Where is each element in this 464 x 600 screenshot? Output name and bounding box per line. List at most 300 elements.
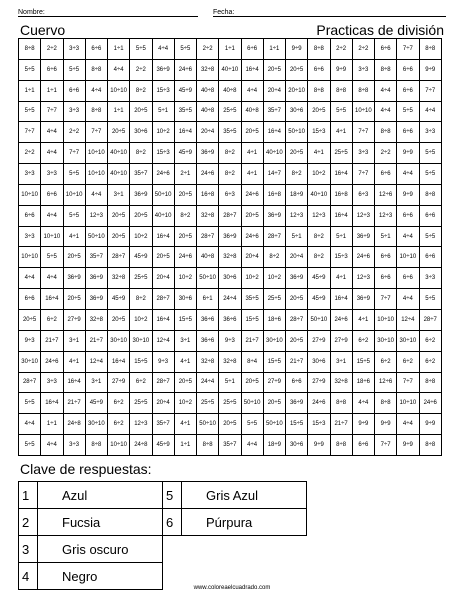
grid-cell[interactable]: 6÷3 [352,184,374,205]
grid-cell[interactable]: 25÷5 [219,393,241,414]
grid-cell[interactable]: 8÷8 [308,39,330,60]
grid-cell[interactable]: 21÷7 [41,330,63,351]
grid-cell[interactable]: 50÷10 [85,226,107,247]
name-field[interactable] [18,9,198,17]
grid-cell[interactable]: 20÷5 [174,226,196,247]
grid-cell[interactable]: 20÷5 [174,372,196,393]
grid-cell[interactable]: 35÷7 [85,247,107,268]
grid-cell[interactable]: 2÷2 [19,143,41,164]
grid-cell[interactable]: 50÷10 [263,414,285,435]
grid-cell[interactable]: 20÷4 [152,393,174,414]
grid-cell[interactable]: 10÷10 [41,226,63,247]
grid-cell[interactable]: 5÷5 [41,247,63,268]
grid-cell[interactable]: 7÷7 [397,39,419,60]
grid-cell[interactable]: 20÷5 [286,289,308,310]
grid-cell[interactable]: 15÷5 [130,351,152,372]
grid-cell[interactable]: 9÷3 [219,330,241,351]
grid-cell[interactable]: 1÷1 [108,39,130,60]
grid-cell[interactable]: 27÷9 [108,372,130,393]
grid-cell[interactable]: 6÷6 [419,205,442,226]
grid-cell[interactable]: 8÷2 [286,164,308,185]
grid-cell[interactable]: 32÷8 [85,309,107,330]
grid-cell[interactable]: 8÷8 [375,393,397,414]
grid-cell[interactable]: 3÷3 [63,101,85,122]
grid-cell[interactable]: 10÷2 [130,309,152,330]
grid-cell[interactable]: 5÷5 [419,289,442,310]
grid-cell[interactable]: 25÷5 [219,101,241,122]
grid-cell[interactable]: 5÷5 [330,101,352,122]
grid-cell[interactable]: 20÷5 [130,101,152,122]
grid-cell[interactable]: 45÷9 [152,435,174,456]
grid-cell[interactable]: 28÷7 [108,247,130,268]
grid-cell[interactable]: 9÷9 [419,59,442,80]
grid-cell[interactable]: 7÷7 [375,435,397,456]
grid-cell[interactable]: 3÷3 [19,164,41,185]
grid-cell[interactable]: 3÷1 [85,372,107,393]
grid-cell[interactable]: 10÷10 [352,101,374,122]
grid-cell[interactable]: 4÷4 [19,268,41,289]
grid-cell[interactable]: 2÷2 [352,39,374,60]
grid-cell[interactable]: 35÷7 [152,414,174,435]
grid-cell[interactable]: 24÷8 [130,435,152,456]
grid-cell[interactable]: 9÷9 [286,39,308,60]
grid-cell[interactable]: 6÷2 [108,414,130,435]
grid-cell[interactable]: 1÷1 [219,39,241,60]
grid-cell[interactable]: 16÷4 [241,59,263,80]
grid-cell[interactable]: 36÷9 [85,289,107,310]
grid-cell[interactable]: 12÷4 [85,351,107,372]
grid-cell[interactable]: 6÷2 [419,351,442,372]
grid-cell[interactable]: 30÷10 [85,414,107,435]
grid-cell[interactable]: 5÷5 [174,39,196,60]
grid-cell[interactable]: 32÷8 [330,372,352,393]
grid-cell[interactable]: 25÷5 [330,143,352,164]
grid-cell[interactable]: 4÷4 [397,289,419,310]
grid-cell[interactable]: 16÷4 [152,309,174,330]
grid-cell[interactable]: 50÷10 [152,184,174,205]
grid-cell[interactable]: 20÷5 [108,309,130,330]
grid-cell[interactable]: 6÷6 [397,268,419,289]
grid-cell[interactable]: 5÷1 [330,226,352,247]
grid-cell[interactable]: 16÷4 [41,289,63,310]
grid-cell[interactable]: 4÷1 [63,351,85,372]
grid-cell[interactable]: 15÷5 [174,309,196,330]
grid-cell[interactable]: 18÷6 [352,372,374,393]
grid-cell[interactable]: 3÷3 [419,268,442,289]
grid-cell[interactable]: 36÷6 [197,330,219,351]
grid-cell[interactable]: 3÷3 [41,164,63,185]
grid-cell[interactable]: 28÷7 [152,289,174,310]
grid-cell[interactable]: 6÷2 [375,351,397,372]
grid-cell[interactable]: 25÷5 [263,289,285,310]
grid-cell[interactable]: 8÷8 [419,372,442,393]
grid-cell[interactable]: 10÷10 [19,184,41,205]
grid-cell[interactable]: 6÷1 [197,289,219,310]
grid-cell[interactable]: 24÷4 [197,372,219,393]
grid-cell[interactable]: 4÷4 [241,80,263,101]
grid-cell[interactable]: 8÷4 [241,351,263,372]
grid-cell[interactable]: 4÷4 [375,80,397,101]
grid-cell[interactable]: 10÷10 [63,184,85,205]
grid-cell[interactable]: 9÷9 [419,414,442,435]
grid-cell[interactable]: 4÷4 [19,414,41,435]
grid-cell[interactable]: 40÷8 [241,101,263,122]
grid-cell[interactable]: 6÷6 [397,122,419,143]
grid-cell[interactable]: 20÷5 [263,393,285,414]
grid-cell[interactable]: 10÷2 [263,268,285,289]
grid-cell[interactable]: 6÷6 [19,205,41,226]
grid-cell[interactable]: 5÷5 [397,101,419,122]
grid-cell[interactable]: 9÷9 [397,143,419,164]
grid-cell[interactable]: 15÷3 [152,80,174,101]
grid-cell[interactable]: 4÷4 [41,268,63,289]
grid-cell[interactable]: 5÷5 [419,143,442,164]
grid-cell[interactable]: 20÷5 [108,205,130,226]
grid-cell[interactable]: 20÷4 [152,268,174,289]
grid-cell[interactable]: 7÷7 [397,372,419,393]
grid-cell[interactable]: 6÷6 [41,184,63,205]
grid-cell[interactable]: 4÷4 [241,435,263,456]
grid-cell[interactable]: 4÷4 [397,226,419,247]
grid-cell[interactable]: 36÷9 [352,226,374,247]
grid-cell[interactable]: 4÷1 [330,122,352,143]
grid-cell[interactable]: 4÷1 [63,226,85,247]
grid-cell[interactable]: 32÷8 [197,205,219,226]
grid-cell[interactable]: 16÷4 [330,289,352,310]
grid-cell[interactable]: 5÷5 [19,393,41,414]
grid-cell[interactable]: 24÷6 [308,393,330,414]
grid-cell[interactable]: 4÷1 [174,351,196,372]
grid-cell[interactable]: 14÷7 [263,164,285,185]
grid-cell[interactable]: 32÷8 [219,351,241,372]
grid-cell[interactable]: 5÷5 [19,435,41,456]
grid-cell[interactable]: 20÷5 [241,122,263,143]
grid-cell[interactable]: 8÷8 [308,80,330,101]
grid-cell[interactable]: 8÷8 [330,435,352,456]
grid-cell[interactable]: 3÷3 [352,143,374,164]
grid-cell[interactable]: 4÷1 [352,309,374,330]
grid-cell[interactable]: 40÷8 [197,101,219,122]
grid-cell[interactable]: 35÷5 [174,101,196,122]
grid-cell[interactable]: 7÷7 [419,80,442,101]
grid-cell[interactable]: 15÷3 [308,414,330,435]
grid-cell[interactable]: 20÷5 [286,330,308,351]
grid-cell[interactable]: 5÷5 [63,205,85,226]
grid-cell[interactable]: 24÷6 [330,309,352,330]
grid-cell[interactable]: 21÷7 [286,351,308,372]
grid-cell[interactable]: 50÷10 [286,122,308,143]
grid-cell[interactable]: 20÷5 [241,372,263,393]
grid-cell[interactable]: 6÷6 [352,435,374,456]
grid-cell[interactable]: 6÷6 [397,59,419,80]
grid-cell[interactable]: 2÷2 [330,39,352,60]
grid-cell[interactable]: 24÷8 [63,414,85,435]
grid-cell[interactable]: 5÷5 [19,59,41,80]
grid-cell[interactable]: 30÷10 [108,330,130,351]
grid-cell[interactable]: 28÷7 [286,309,308,330]
grid-cell[interactable]: 45÷9 [85,393,107,414]
grid-cell[interactable]: 20÷5 [108,226,130,247]
grid-cell[interactable]: 30÷10 [397,330,419,351]
grid-cell[interactable]: 32÷8 [219,247,241,268]
grid-cell[interactable]: 6÷6 [375,164,397,185]
grid-cell[interactable]: 2÷2 [41,39,63,60]
grid-cell[interactable]: 24÷6 [174,247,196,268]
grid-cell[interactable]: 6÷6 [375,39,397,60]
grid-cell[interactable]: 2÷2 [130,59,152,80]
grid-cell[interactable]: 5÷1 [219,372,241,393]
grid-cell[interactable]: 25÷5 [197,393,219,414]
grid-cell[interactable]: 4÷4 [85,184,107,205]
grid-cell[interactable]: 6÷6 [85,39,107,60]
grid-cell[interactable]: 36÷9 [286,393,308,414]
grid-cell[interactable]: 4÷4 [41,143,63,164]
grid-cell[interactable]: 30÷6 [219,268,241,289]
grid-cell[interactable]: 10÷10 [19,247,41,268]
grid-cell[interactable]: 9÷9 [397,435,419,456]
grid-cell[interactable]: 35÷7 [219,435,241,456]
grid-cell[interactable]: 8÷8 [375,122,397,143]
grid-cell[interactable]: 20÷5 [286,143,308,164]
grid-cell[interactable]: 10÷10 [108,80,130,101]
grid-cell[interactable]: 16÷8 [263,184,285,205]
grid-cell[interactable]: 36÷9 [263,205,285,226]
grid-cell[interactable]: 6÷6 [63,80,85,101]
grid-cell[interactable]: 27÷9 [63,309,85,330]
grid-cell[interactable]: 50÷10 [197,268,219,289]
grid-cell[interactable]: 24÷6 [419,393,442,414]
grid-cell[interactable]: 35÷5 [219,122,241,143]
grid-cell[interactable]: 36÷9 [85,268,107,289]
grid-cell[interactable]: 40÷10 [108,164,130,185]
grid-cell[interactable]: 32÷8 [197,59,219,80]
grid-cell[interactable]: 9÷3 [152,351,174,372]
grid-cell[interactable]: 30÷6 [286,435,308,456]
grid-cell[interactable]: 50÷10 [197,414,219,435]
grid-cell[interactable]: 16÷8 [330,184,352,205]
grid-cell[interactable]: 12÷3 [352,268,374,289]
grid-cell[interactable]: 7÷7 [85,122,107,143]
grid-cell[interactable]: 30÷6 [130,122,152,143]
grid-cell[interactable]: 50÷10 [241,393,263,414]
grid-cell[interactable]: 21÷7 [330,414,352,435]
grid-cell[interactable]: 6÷2 [419,330,442,351]
grid-cell[interactable]: 12÷3 [286,205,308,226]
grid-cell[interactable]: 24÷6 [197,164,219,185]
grid-cell[interactable]: 20÷4 [263,80,285,101]
grid-cell[interactable]: 8÷2 [130,143,152,164]
grid-cell[interactable]: 5÷5 [419,226,442,247]
grid-cell[interactable]: 4÷4 [397,164,419,185]
grid-cell[interactable]: 18÷6 [263,309,285,330]
grid-cell[interactable]: 30÷10 [130,330,152,351]
grid-cell[interactable]: 50÷10 [308,309,330,330]
grid-cell[interactable]: 3÷1 [330,351,352,372]
grid-cell[interactable]: 3÷3 [41,372,63,393]
grid-cell[interactable]: 5÷5 [63,59,85,80]
grid-cell[interactable]: 27÷9 [330,330,352,351]
grid-cell[interactable]: 4÷1 [241,164,263,185]
grid-cell[interactable]: 10÷10 [397,247,419,268]
grid-cell[interactable]: 6÷3 [219,184,241,205]
grid-cell[interactable]: 20÷5 [63,247,85,268]
grid-cell[interactable]: 4÷4 [152,39,174,60]
grid-cell[interactable]: 8÷2 [308,226,330,247]
grid-cell[interactable]: 20÷4 [241,247,263,268]
grid-cell[interactable]: 16÷4 [263,122,285,143]
grid-cell[interactable]: 20÷10 [286,80,308,101]
grid-cell[interactable]: 3÷1 [63,330,85,351]
grid-cell[interactable]: 30÷10 [19,351,41,372]
grid-cell[interactable]: 5÷5 [63,164,85,185]
grid-cell[interactable]: 16÷4 [152,226,174,247]
grid-cell[interactable]: 20÷5 [130,205,152,226]
grid-cell[interactable]: 9÷9 [308,435,330,456]
grid-cell[interactable]: 12÷3 [308,205,330,226]
grid-cell[interactable]: 4÷1 [174,414,196,435]
grid-cell[interactable]: 6÷6 [397,205,419,226]
grid-cell[interactable]: 27÷9 [308,372,330,393]
grid-cell[interactable]: 10÷2 [174,268,196,289]
grid-cell[interactable]: 8÷8 [330,393,352,414]
grid-cell[interactable]: 8÷8 [419,435,442,456]
grid-cell[interactable]: 45÷9 [174,143,196,164]
grid-cell[interactable]: 8÷8 [85,435,107,456]
grid-cell[interactable]: 16÷4 [108,351,130,372]
grid-cell[interactable]: 36÷9 [197,143,219,164]
grid-cell[interactable]: 45÷9 [174,80,196,101]
grid-cell[interactable]: 7÷7 [352,164,374,185]
grid-cell[interactable]: 16÷4 [63,372,85,393]
grid-cell[interactable]: 15÷5 [286,414,308,435]
grid-cell[interactable]: 12÷3 [85,205,107,226]
grid-cell[interactable]: 12÷4 [152,330,174,351]
grid-cell[interactable]: 4÷4 [419,101,442,122]
grid-cell[interactable]: 15÷5 [352,351,374,372]
grid-cell[interactable]: 7÷7 [352,122,374,143]
grid-cell[interactable]: 16÷8 [197,184,219,205]
grid-cell[interactable]: 6÷2 [397,351,419,372]
grid-cell[interactable]: 24÷4 [219,289,241,310]
grid-cell[interactable]: 8÷2 [219,143,241,164]
grid-cell[interactable]: 21÷7 [241,330,263,351]
grid-cell[interactable]: 7÷7 [63,143,85,164]
grid-cell[interactable]: 4÷4 [41,435,63,456]
grid-cell[interactable]: 8÷8 [197,435,219,456]
grid-cell[interactable]: 20÷5 [286,59,308,80]
grid-cell[interactable]: 5÷1 [286,226,308,247]
grid-cell[interactable]: 32÷8 [108,268,130,289]
grid-cell[interactable]: 10÷10 [85,164,107,185]
grid-cell[interactable]: 5÷5 [130,39,152,60]
grid-cell[interactable]: 3÷3 [63,39,85,60]
grid-cell[interactable]: 30÷10 [375,330,397,351]
grid-cell[interactable]: 8÷2 [174,205,196,226]
grid-cell[interactable]: 6÷2 [352,330,374,351]
grid-cell[interactable]: 8÷2 [308,247,330,268]
grid-cell[interactable]: 28÷7 [152,372,174,393]
grid-cell[interactable]: 2÷2 [63,122,85,143]
grid-cell[interactable]: 6÷6 [397,80,419,101]
grid-cell[interactable]: 6÷6 [286,372,308,393]
grid-cell[interactable]: 28÷7 [419,309,442,330]
grid-cell[interactable]: 24÷6 [152,164,174,185]
grid-cell[interactable]: 15÷5 [263,351,285,372]
grid-cell[interactable]: 20÷5 [263,59,285,80]
grid-cell[interactable]: 9÷9 [352,414,374,435]
grid-cell[interactable]: 1÷1 [41,414,63,435]
grid-cell[interactable]: 45÷9 [308,289,330,310]
grid-cell[interactable]: 35÷5 [241,289,263,310]
grid-cell[interactable]: 21÷7 [85,330,107,351]
grid-cell[interactable]: 36÷6 [197,309,219,330]
grid-cell[interactable]: 1÷1 [263,39,285,60]
grid-cell[interactable]: 8÷8 [419,184,442,205]
grid-cell[interactable]: 4÷4 [41,205,63,226]
grid-cell[interactable]: 35÷7 [263,101,285,122]
grid-cell[interactable]: 40÷10 [263,143,285,164]
grid-cell[interactable]: 27÷9 [263,372,285,393]
grid-cell[interactable]: 6÷6 [375,247,397,268]
grid-cell[interactable]: 18÷9 [286,184,308,205]
grid-cell[interactable]: 18÷9 [263,435,285,456]
grid-cell[interactable]: 3÷1 [108,184,130,205]
grid-cell[interactable]: 20÷5 [241,205,263,226]
grid-cell[interactable]: 4÷4 [85,80,107,101]
grid-cell[interactable]: 6÷6 [308,59,330,80]
grid-cell[interactable]: 6÷2 [41,309,63,330]
grid-cell[interactable]: 10÷10 [108,435,130,456]
grid-cell[interactable]: 10÷10 [397,393,419,414]
grid-cell[interactable]: 45÷9 [130,247,152,268]
grid-cell[interactable]: 8÷8 [85,101,107,122]
grid-cell[interactable]: 28÷7 [19,372,41,393]
grid-cell[interactable]: 32÷8 [197,351,219,372]
grid-cell[interactable]: 20÷5 [219,414,241,435]
grid-cell[interactable]: 1÷1 [41,80,63,101]
grid-cell[interactable]: 1÷1 [174,435,196,456]
grid-cell[interactable]: 20÷5 [19,309,41,330]
grid-cell[interactable]: 20÷5 [152,247,174,268]
grid-cell[interactable]: 15÷3 [308,122,330,143]
grid-cell[interactable]: 36÷9 [286,268,308,289]
grid-cell[interactable]: 10÷10 [85,143,107,164]
grid-cell[interactable]: 4÷1 [308,143,330,164]
grid-cell[interactable]: 9÷9 [330,59,352,80]
grid-cell[interactable]: 30÷6 [308,351,330,372]
grid-cell[interactable]: 6÷6 [241,39,263,60]
grid-cell[interactable]: 8÷8 [375,59,397,80]
grid-cell[interactable]: 9÷9 [397,184,419,205]
grid-cell[interactable]: 24÷6 [174,59,196,80]
grid-cell[interactable]: 7÷7 [19,122,41,143]
grid-cell[interactable]: 24÷6 [352,247,374,268]
grid-cell[interactable]: 1÷1 [108,101,130,122]
grid-cell[interactable]: 28÷7 [263,226,285,247]
grid-cell[interactable]: 20÷5 [308,101,330,122]
grid-cell[interactable]: 12÷6 [375,184,397,205]
grid-cell[interactable]: 6÷6 [41,59,63,80]
grid-cell[interactable]: 40÷10 [152,205,174,226]
grid-cell[interactable]: 4÷4 [375,101,397,122]
grid-cell[interactable]: 10÷2 [130,226,152,247]
grid-cell[interactable]: 36÷9 [352,289,374,310]
grid-cell[interactable]: 5÷5 [241,414,263,435]
grid-cell[interactable]: 8÷2 [263,247,285,268]
grid-cell[interactable]: 45÷9 [308,268,330,289]
grid-cell[interactable]: 2÷1 [174,164,196,185]
grid-cell[interactable]: 3÷3 [19,226,41,247]
